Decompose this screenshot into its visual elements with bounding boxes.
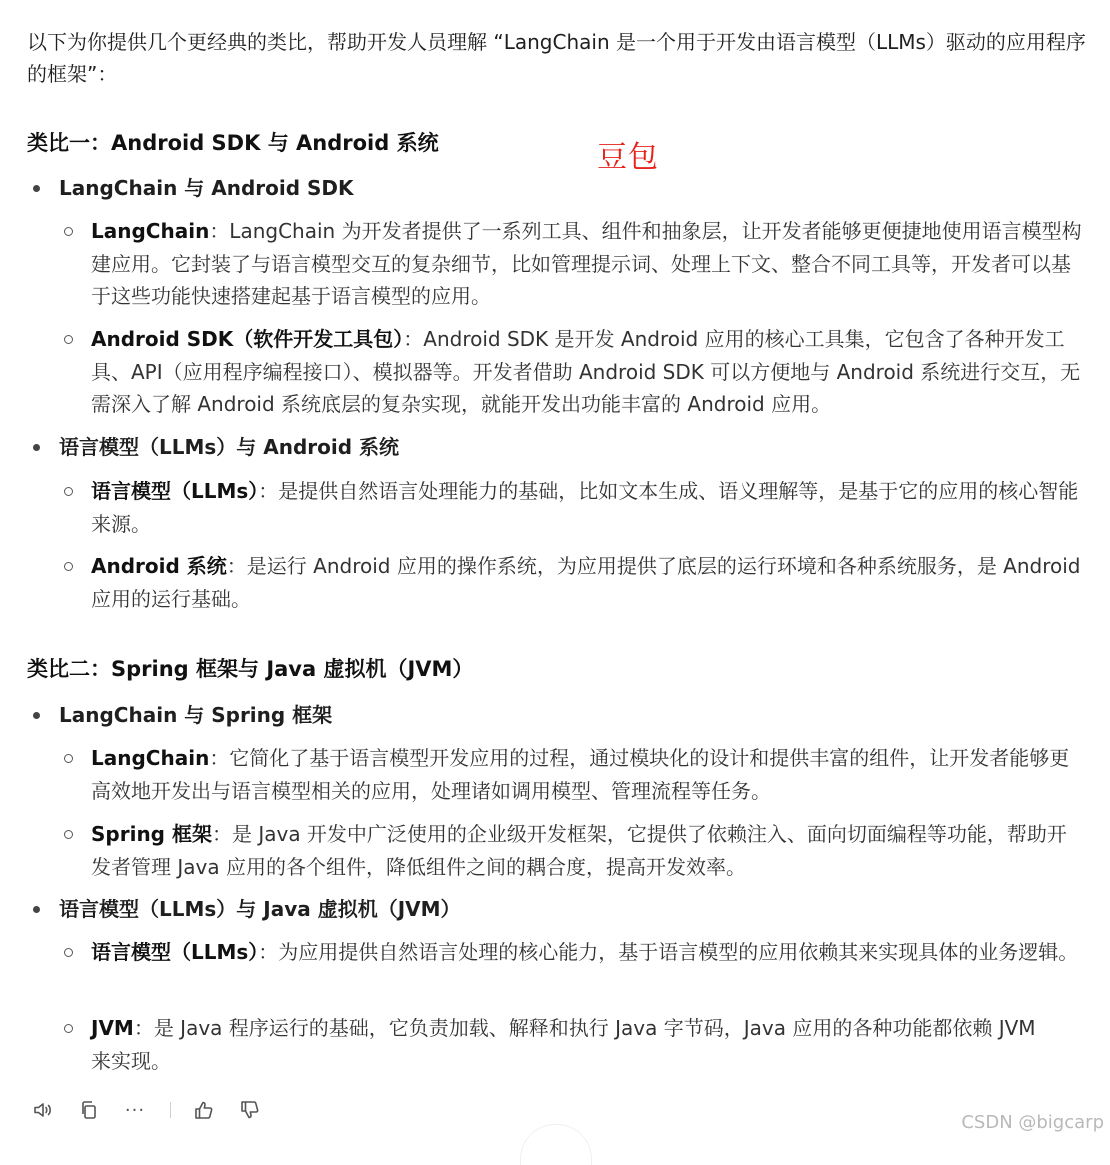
copy-icon[interactable] [76, 1097, 102, 1123]
desc: ：为应用提供自然语言处理的核心能力，基于语言模型的应用依赖其来实现具体的业务逻辑。 [258, 940, 1079, 964]
section2-group2-item2 [91, 1012, 1051, 1077]
section1-group1-item2 [91, 323, 1083, 421]
thumbs-down-icon[interactable] [237, 1097, 263, 1123]
scroll-to-bottom-button[interactable] [520, 1124, 592, 1165]
term: Android 系统 [91, 554, 227, 578]
desc: ：是提供自然语言处理能力的基础，比如文本生成、语义理解等，是基于它的应用的核心智能来源。 [91, 479, 1079, 536]
term: LangChain [91, 746, 210, 770]
intro-text: 以下为你提供几个更经典的类比，帮助开发人员理解 “LangChain 是一个用于开发由语言模型（LLMs）驱动的应用程序的框架”： [27, 30, 1086, 86]
speaker-icon[interactable] [30, 1097, 56, 1123]
doubao-watermark: 豆包 [597, 140, 659, 175]
toolbar-divider [170, 1102, 171, 1118]
section2-group1-label: LangChain 与 Spring 框架 [59, 700, 332, 730]
desc: ：它简化了基于语言模型开发应用的过程，通过模块化的设计和提供丰富的组件，让开发者能够更高效地开发出与语言模型相关的应用，处理诸如调用模型、管理流程等任务。 [91, 746, 1070, 803]
more-icon[interactable] [122, 1097, 148, 1123]
section2-group1-item1 [91, 742, 1083, 807]
thumbs-up-icon[interactable] [191, 1097, 217, 1123]
desc: ：是运行 Android 应用的操作系统，为应用提供了底层的运行环境和各种系统服务，是 Android 应用的运行基础。 [91, 554, 1081, 611]
section2-title: 类比二：Spring 框架与 Java 虚拟机（JVM） [27, 657, 474, 681]
message-actions [30, 1096, 283, 1124]
section1-title: 类比一：Android SDK 与 Android 系统 [27, 131, 439, 155]
section1-group1-label: LangChain 与 Android SDK [59, 173, 354, 203]
desc: ：LangChain 为开发者提供了一系列工具、组件和抽象层，让开发者能够更便捷地使用语言模型构建应用。它封装了与语言模型交互的复杂细节，比如管理提示词、处理上下文、整合不同工具等，开发者可以基于这些功能快速搭建起基于语言模型的应用。 [91, 219, 1082, 308]
section1-group2-item1 [91, 475, 1083, 540]
section2-group1-item2 [91, 818, 1083, 883]
csdn-watermark: CSDN @bigcarp [961, 1112, 1104, 1133]
term: LangChain [91, 219, 210, 243]
section2-group2-label: 语言模型（LLMs）与 Java 虚拟机（JVM） [59, 894, 461, 924]
section1-group2-label: 语言模型（LLMs）与 Android 系统 [59, 432, 399, 462]
desc: ：是 Java 开发中广泛使用的企业级开发框架，它提供了依赖注入、面向切面编程等功能，帮助开发者管理 Java 应用的各个组件，降低组件之间的耦合度，提高开发效率。 [91, 822, 1067, 879]
term: 语言模型（LLMs） [91, 479, 259, 503]
more-label: ··· [124, 1099, 146, 1121]
section1-group1-item1 [91, 215, 1083, 313]
term: JVM [91, 1016, 134, 1040]
term: Spring 框架 [91, 822, 212, 846]
desc: ：是 Java 程序运行的基础，它负责加载、解释和执行 Java 字节码，Java 应用的各种功能都依赖 JVM 来实现。 [91, 1016, 1036, 1073]
term: 语言模型（LLMs） [91, 940, 259, 964]
section2-group2-item1 [91, 936, 1083, 969]
desc: ：Android SDK 是开发 Android 应用的核心工具集，它包含了各种开发工具、API（应用程序编程接口）、模拟器等。开发者借助 Android SDK 可以方便地与 Android 系统进行交互，无需深入了解 Android 系统底层的复杂实现，就能开发出功能丰富的 Android 应用。 [91, 327, 1081, 416]
section1-group2-item2 [91, 550, 1083, 615]
term: Android SDK（软件开发工具包） [91, 327, 404, 351]
